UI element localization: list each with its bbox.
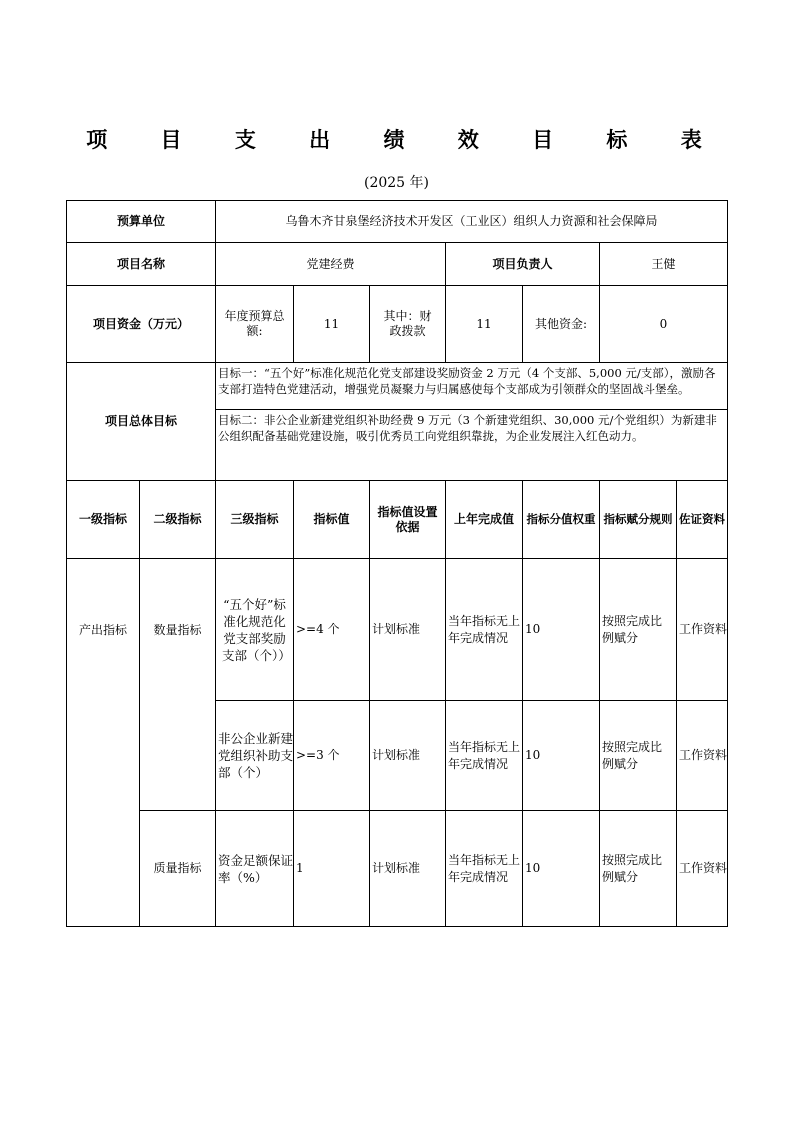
fiscal-label: 其中：财政拨款 <box>370 286 446 363</box>
row3-last-year: 当年指标无上年完成情况 <box>446 811 523 926</box>
header-basis: 指标值设置依据 <box>370 481 446 559</box>
other-funds-value: 0 <box>600 286 727 363</box>
other-funds-label: 其他资金: <box>523 286 600 363</box>
year-label: (2025 年) <box>363 175 429 191</box>
row2-level1 <box>67 701 140 811</box>
project-lead-value: 王健 <box>600 243 727 286</box>
header-evidence: 佐证资料 <box>677 481 727 559</box>
goals-label: 项目总体目标 <box>67 363 216 481</box>
header-level3: 三级指标 <box>216 481 294 559</box>
unit-label: 预算单位 <box>67 201 216 243</box>
annual-budget-value: 11 <box>294 286 370 363</box>
project-name-value: 党建经费 <box>216 243 446 286</box>
header-rule: 指标赋分规则 <box>600 481 677 559</box>
project-lead-label: 项目负责人 <box>446 243 600 286</box>
row2-level3: 非公企业新建党组织补助支部（个） <box>216 701 294 811</box>
unit-value: 乌鲁木齐甘泉堡经济技术开发区（工业区）组织人力资源和社会保障局 <box>216 201 727 243</box>
row1-level1: 产出指标 <box>67 559 140 701</box>
fiscal-value: 11 <box>446 286 523 363</box>
row1-level2: 数量指标 <box>140 559 216 701</box>
row1-basis: 计划标准 <box>370 559 446 701</box>
row2-last-year: 当年指标无上年完成情况 <box>446 701 523 811</box>
row3-level2: 质量指标 <box>140 811 216 926</box>
header-level1: 一级指标 <box>67 481 140 559</box>
row3-value: 1 <box>294 811 370 926</box>
row1-value: >=4 个 <box>294 559 370 701</box>
row2-weight: 10 <box>523 701 600 811</box>
performance-table <box>66 200 728 927</box>
project-name-label: 项目名称 <box>67 243 216 286</box>
row2-rule: 按照完成比例赋分 <box>600 701 677 811</box>
page-title: 项 目 支 出 绩 效 目 标 表 <box>86 128 725 152</box>
row3-level1 <box>67 811 140 926</box>
funds-label: 项目资金（万元） <box>67 286 216 363</box>
row1-evidence: 工作资料 <box>677 559 727 701</box>
row3-weight: 10 <box>523 811 600 926</box>
row2-level2 <box>140 701 216 811</box>
row3-level3: 资金足额保证率（%） <box>216 811 294 926</box>
header-last-year: 上年完成值 <box>446 481 523 559</box>
row1-level3: “五个好”标准化规范化党支部奖励支部（个）） <box>216 559 294 701</box>
row3-rule: 按照完成比例赋分 <box>600 811 677 926</box>
row1-weight: 10 <box>523 559 600 701</box>
header-value: 指标值 <box>294 481 370 559</box>
goal-one: 目标一：“五个好”标准化规范化党支部建设奖励资金 2 万元（4 个支部、5,000 元/支部），激励各支部打造特色党建活动，增强党员凝聚力与归属感使每个支部成为引领群众的坚固战斗堡垒。 <box>216 363 727 410</box>
annual-budget-label: 年度预算总额: <box>216 286 294 363</box>
row3-basis: 计划标准 <box>370 811 446 926</box>
row3-evidence: 工作资料 <box>679 861 727 875</box>
row2-evidence: 工作资料 <box>677 701 727 811</box>
header-weight: 指标分值权重 <box>523 481 600 559</box>
goal-two: 目标二：非公企业新建党组织补助经费 9 万元（3 个新建党组织、30,000 元/个党组织）为新建非公组织配备基础党建设施，吸引优秀员工向党组织靠拢，为企业发展注入红色动力。 <box>216 410 727 481</box>
row1-rule: 按照完成比例赋分 <box>600 559 677 701</box>
header-level2: 二级指标 <box>140 481 216 559</box>
row2-basis: 计划标准 <box>370 701 446 811</box>
row1-last-year: 当年指标无上年完成情况 <box>446 559 523 701</box>
row2-value: >=3 个 <box>294 701 370 811</box>
